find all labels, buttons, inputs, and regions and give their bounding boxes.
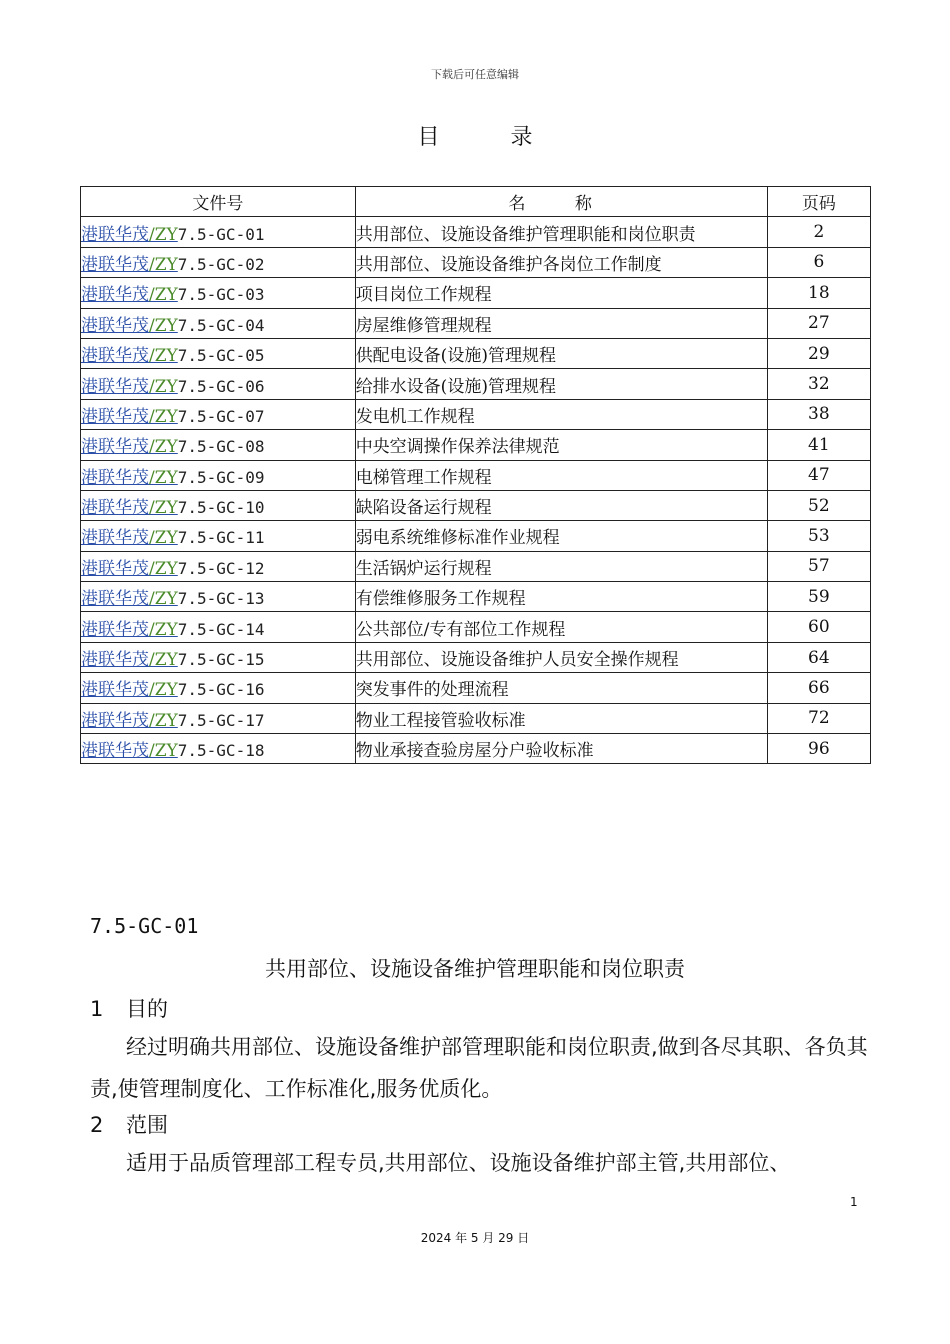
doc-name-cell: 物业承接查验房屋分户验收标准	[355, 734, 767, 764]
doc-name-cell: 给排水设备(设施)管理规程	[355, 369, 767, 399]
doc-code-link[interactable]: 港联华茂	[81, 558, 149, 579]
doc-code-number: 7.5-GC-13	[177, 589, 265, 609]
doc-name-cell: 突发事件的处理流程	[355, 673, 767, 703]
doc-name-cell: 物业工程接管验收标准	[355, 703, 767, 733]
doc-code-number: 7.5-GC-10	[177, 498, 265, 518]
doc-page-cell: 72	[767, 703, 870, 733]
doc-page-cell: 96	[767, 734, 870, 764]
doc-name-cell: 中央空调操作保养法律规范	[355, 430, 767, 460]
table-row	[81, 612, 871, 642]
header-note: 下载后可任意编辑	[431, 68, 519, 81]
doc-name-cell: 房屋维修管理规程	[355, 308, 767, 338]
doc-name-cell: 项目岗位工作规程	[355, 278, 767, 308]
toc-header-name-text: 名 称	[508, 194, 614, 215]
toc-table	[80, 186, 871, 764]
doc-code-cell	[81, 612, 356, 642]
doc-code-link-suffix[interactable]: /ZY	[149, 528, 178, 549]
doc-name-cell: 电梯管理工作规程	[355, 460, 767, 490]
doc-code-number: 7.5-GC-18	[177, 741, 265, 761]
toc-header-row	[81, 187, 871, 217]
doc-code-number: 7.5-GC-12	[177, 558, 265, 578]
doc-code-link-suffix[interactable]: /ZY	[149, 224, 178, 245]
toc-header-code: 文件号	[81, 187, 356, 217]
doc-name-cell: 公共部位/专有部位工作规程	[355, 612, 767, 642]
doc-code-cell	[81, 217, 356, 247]
doc-code-link-suffix[interactable]: /ZY	[149, 558, 178, 579]
heading-purpose-number: 1	[90, 997, 104, 1021]
doc-code-number: 7.5-GC-14	[177, 619, 265, 639]
paragraph-scope: 适用于品质管理部工程专员,共用部位、设施设备维护部主管,共用部位、	[126, 1151, 791, 1175]
table-row	[81, 247, 871, 277]
doc-code-link[interactable]: 港联华茂	[81, 680, 149, 701]
doc-name-cell: 缺陷设备运行规程	[355, 490, 767, 520]
doc-code-number: 7.5-GC-11	[177, 528, 265, 548]
table-row	[81, 703, 871, 733]
doc-name-cell: 发电机工作规程	[355, 399, 767, 429]
table-row	[81, 551, 871, 581]
table-row	[81, 490, 871, 520]
doc-code-link[interactable]: 港联华茂	[81, 650, 149, 671]
doc-code-number: 7.5-GC-01	[177, 224, 265, 244]
doc-code-link[interactable]: 港联华茂	[81, 224, 149, 245]
doc-page-cell: 59	[767, 582, 870, 612]
doc-code-number: 7.5-GC-03	[177, 285, 265, 305]
doc-code-cell	[81, 247, 356, 277]
doc-page-cell: 52	[767, 490, 870, 520]
doc-code-link-suffix[interactable]: /ZY	[149, 498, 178, 519]
doc-code-link-suffix[interactable]: /ZY	[149, 437, 178, 458]
doc-code-cell	[81, 460, 356, 490]
doc-page-cell: 47	[767, 460, 870, 490]
doc-code-link[interactable]: 港联华茂	[81, 589, 149, 610]
doc-name-cell: 弱电系统维修标准作业规程	[355, 521, 767, 551]
doc-page-cell: 29	[767, 338, 870, 368]
doc-name-cell: 生活锅炉运行规程	[355, 551, 767, 581]
doc-code-link[interactable]: 港联华茂	[81, 315, 149, 336]
doc-code-link-suffix[interactable]: /ZY	[149, 406, 178, 427]
doc-code-link[interactable]: 港联华茂	[81, 467, 149, 488]
doc-code-link-suffix[interactable]: /ZY	[149, 589, 178, 610]
toc-header-name	[355, 187, 767, 217]
doc-code-link[interactable]: 港联华茂	[81, 619, 149, 640]
doc-page-cell: 27	[767, 308, 870, 338]
doc-page-cell: 41	[767, 430, 870, 460]
doc-code-cell	[81, 430, 356, 460]
heading-scope-number: 2	[90, 1113, 104, 1137]
doc-page-cell: 6	[767, 247, 870, 277]
table-row	[81, 308, 871, 338]
doc-name-cell: 有偿维修服务工作规程	[355, 582, 767, 612]
doc-code-link-suffix[interactable]: /ZY	[149, 376, 178, 397]
doc-code-link-suffix[interactable]: /ZY	[149, 254, 178, 275]
doc-code-cell	[81, 673, 356, 703]
doc-code-number: 7.5-GC-17	[177, 710, 265, 730]
doc-page-cell: 53	[767, 521, 870, 551]
doc-code-cell	[81, 734, 356, 764]
doc-code-cell	[81, 308, 356, 338]
page-number: 1	[850, 1195, 858, 1209]
doc-code-link-suffix[interactable]: /ZY	[149, 741, 178, 762]
doc-code-link[interactable]: 港联华茂	[81, 498, 149, 519]
doc-code-number: 7.5-GC-09	[177, 467, 265, 487]
doc-code-link-suffix[interactable]: /ZY	[149, 680, 178, 701]
table-row	[81, 217, 871, 247]
toc-title: 目 录	[417, 125, 565, 150]
doc-code-number: 7.5-GC-08	[177, 437, 265, 457]
toc-body	[81, 217, 871, 764]
doc-code-cell	[81, 278, 356, 308]
doc-code-cell	[81, 582, 356, 612]
doc-code-link[interactable]: 港联华茂	[81, 346, 149, 367]
table-row	[81, 338, 871, 368]
doc-page-cell: 2	[767, 217, 870, 247]
doc-name-cell: 共用部位、设施设备维护各岗位工作制度	[355, 247, 767, 277]
doc-code-link-suffix[interactable]: /ZY	[149, 467, 178, 488]
section-code: 7.5-GC-01	[90, 914, 199, 938]
heading-purpose	[90, 993, 168, 1023]
doc-code-link-suffix[interactable]: /ZY	[149, 346, 178, 367]
table-row	[81, 734, 871, 764]
table-row	[81, 430, 871, 460]
doc-page-cell: 32	[767, 369, 870, 399]
doc-code-link-suffix[interactable]: /ZY	[149, 710, 178, 731]
doc-code-number: 7.5-GC-07	[177, 406, 265, 426]
doc-name-cell: 共用部位、设施设备维护管理职能和岗位职责	[355, 217, 767, 247]
toc-header-page: 页码	[767, 187, 870, 217]
doc-page-cell: 38	[767, 399, 870, 429]
footer-date: 2024 年 5 月 29 日	[420, 1231, 530, 1245]
paragraph-purpose: 经过明确共用部位、设施设备维护部管理职能和岗位职责,做到各尽其职、各负其责,使管理制度化、工作标准化,服务优质化。	[90, 1035, 868, 1101]
table-row	[81, 673, 871, 703]
table-row	[81, 582, 871, 612]
doc-code-number: 7.5-GC-05	[177, 346, 265, 366]
doc-code-cell	[81, 703, 356, 733]
doc-code-link-suffix[interactable]: /ZY	[149, 650, 178, 671]
doc-code-link[interactable]: 港联华茂	[81, 710, 149, 731]
doc-page-cell: 57	[767, 551, 870, 581]
doc-code-number: 7.5-GC-15	[177, 650, 265, 670]
table-row	[81, 642, 871, 672]
doc-page-cell: 64	[767, 642, 870, 672]
doc-code-number: 7.5-GC-02	[177, 254, 265, 274]
doc-page-cell: 66	[767, 673, 870, 703]
table-row	[81, 369, 871, 399]
doc-code-number: 7.5-GC-06	[177, 376, 265, 396]
doc-name-cell: 共用部位、设施设备维护人员安全操作规程	[355, 642, 767, 672]
doc-code-cell	[81, 642, 356, 672]
table-row	[81, 460, 871, 490]
doc-code-link[interactable]: 港联华茂	[81, 376, 149, 397]
doc-code-cell	[81, 399, 356, 429]
doc-code-link-suffix[interactable]: /ZY	[149, 315, 178, 336]
doc-code-cell	[81, 490, 356, 520]
table-row	[81, 278, 871, 308]
doc-page-cell: 60	[767, 612, 870, 642]
section-title: 共用部位、设施设备维护管理职能和岗位职责	[265, 957, 685, 981]
doc-code-link-suffix[interactable]: /ZY	[149, 285, 178, 306]
doc-code-cell	[81, 338, 356, 368]
heading-scope	[90, 1109, 168, 1139]
table-row	[81, 521, 871, 551]
doc-code-link[interactable]: 港联华茂	[81, 528, 149, 549]
doc-code-link[interactable]: 港联华茂	[81, 437, 149, 458]
table-row	[81, 399, 871, 429]
doc-code-cell	[81, 521, 356, 551]
doc-name-cell: 供配电设备(设施)管理规程	[355, 338, 767, 368]
doc-code-number: 7.5-GC-04	[177, 315, 265, 335]
doc-code-link[interactable]: 港联华茂	[81, 741, 149, 762]
heading-scope-text: 范围	[126, 1113, 168, 1137]
doc-code-cell	[81, 369, 356, 399]
doc-code-number: 7.5-GC-16	[177, 680, 265, 700]
doc-page-cell: 18	[767, 278, 870, 308]
doc-code-link-suffix[interactable]: /ZY	[149, 619, 178, 640]
doc-code-link[interactable]: 港联华茂	[81, 285, 149, 306]
doc-code-cell	[81, 551, 356, 581]
doc-code-link[interactable]: 港联华茂	[81, 406, 149, 427]
heading-purpose-text: 目的	[126, 997, 168, 1021]
doc-code-link[interactable]: 港联华茂	[81, 254, 149, 275]
